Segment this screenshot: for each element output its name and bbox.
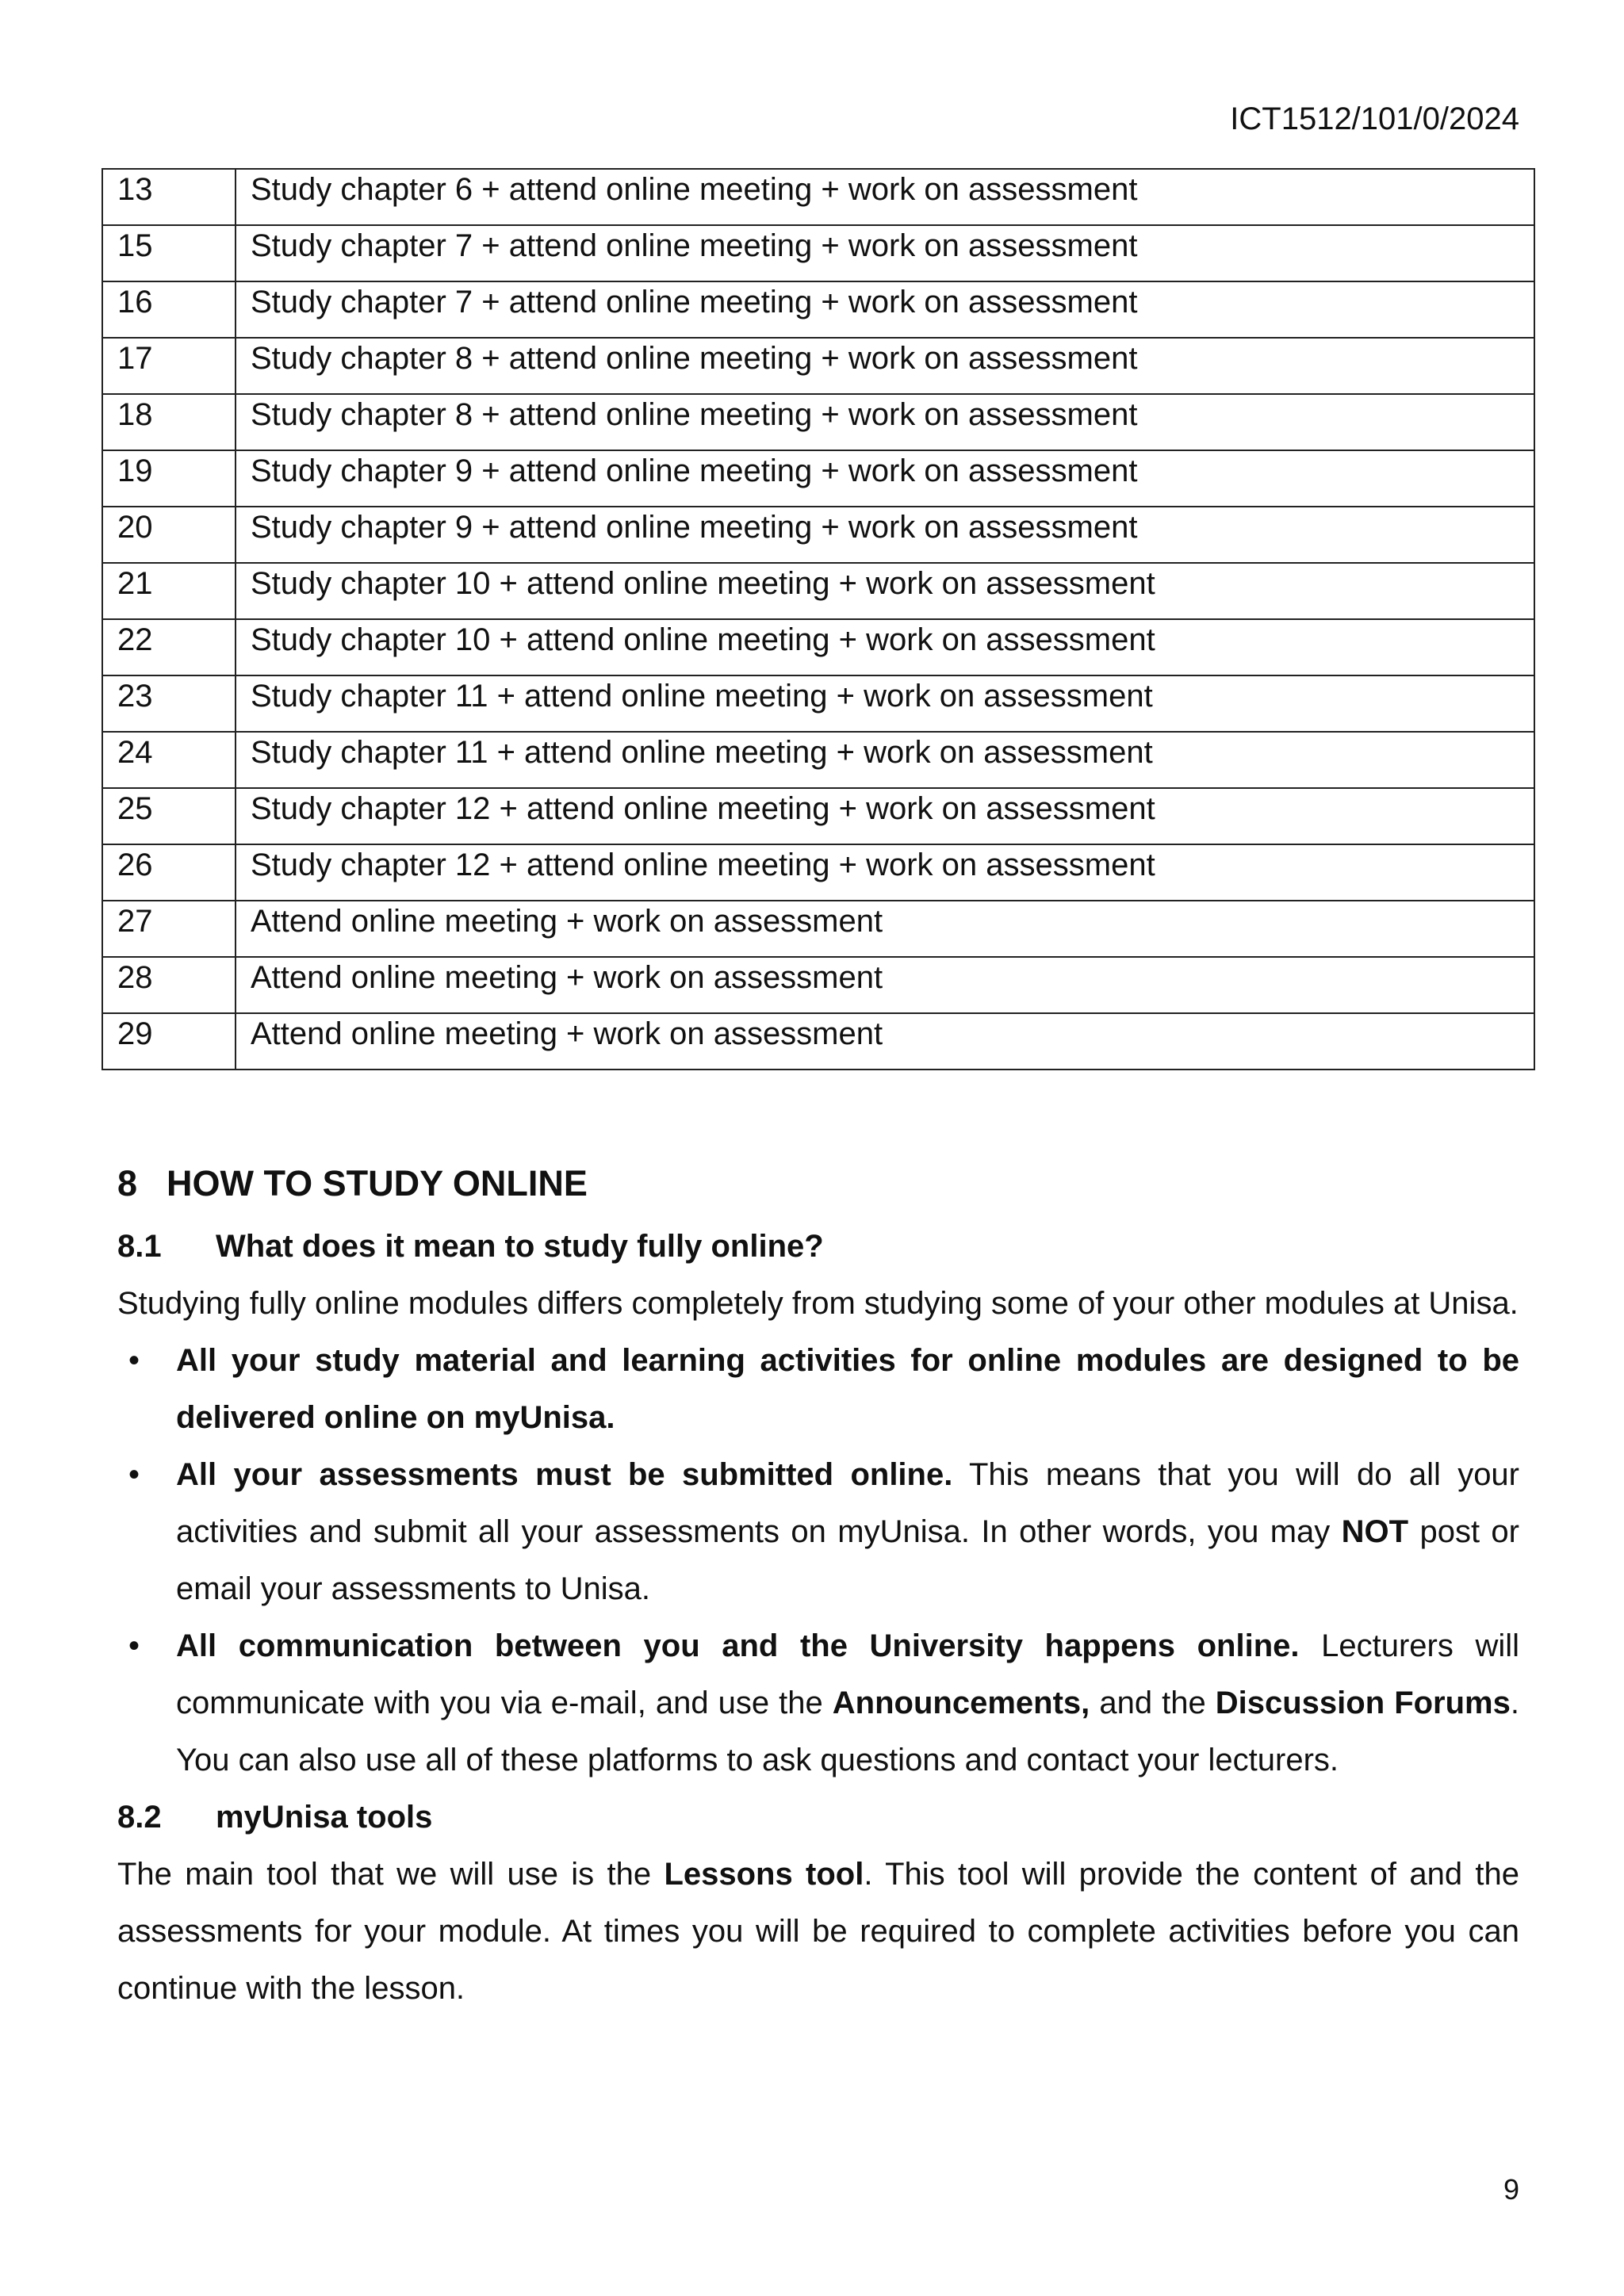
subsection-number: 8.2 — [117, 1800, 162, 1835]
week-cell: 25 — [102, 788, 236, 844]
paragraph-text: . This tool will provide the content of and the assessments for your module. At times you will be required to complete activities before you can continue with the lesson. — [117, 1857, 1519, 2006]
table-row — [102, 901, 1534, 957]
week-cell: 28 — [102, 957, 236, 1013]
subsection-number: 8.1 — [117, 1229, 162, 1264]
bullet-bold-text: All your study material and learning activities for online modules are designed to be delivered online on myUnisa. — [176, 1343, 1519, 1435]
week-cell: 26 — [102, 844, 236, 901]
section-heading — [117, 1150, 1519, 1218]
week-cell: 21 — [102, 563, 236, 619]
activity-cell: Study chapter 8 + attend online meeting + work on assessment — [236, 338, 1534, 394]
bullet-text: and the — [1090, 1686, 1216, 1720]
lessons-tool-emphasis: Lessons tool — [664, 1857, 864, 1892]
table-row — [102, 675, 1534, 732]
online-study-list — [117, 1332, 1519, 1789]
bullet-emphasis: NOT — [1341, 1514, 1409, 1549]
week-cell: 22 — [102, 619, 236, 675]
table-row — [102, 732, 1534, 788]
activity-cell: Attend online meeting + work on assessment — [236, 1013, 1534, 1070]
week-cell: 27 — [102, 901, 236, 957]
study-schedule-table — [102, 168, 1535, 1070]
table-row — [102, 169, 1534, 225]
bullet-icon: • — [128, 1457, 140, 1492]
table-row — [102, 338, 1534, 394]
activity-cell: Study chapter 10 + attend online meeting + work on assessment — [236, 563, 1534, 619]
week-cell: 24 — [102, 732, 236, 788]
activity-cell: Study chapter 7 + attend online meeting + work on assessment — [236, 281, 1534, 338]
activity-cell: Attend online meeting + work on assessment — [236, 957, 1534, 1013]
activity-cell: Study chapter 10 + attend online meeting + work on assessment — [236, 619, 1534, 675]
table-row — [102, 619, 1534, 675]
list-item — [117, 1446, 1519, 1617]
paragraph-text: The main tool that we will use is the — [117, 1857, 665, 1892]
week-cell: 20 — [102, 507, 236, 563]
activity-cell: Study chapter 6 + attend online meeting + work on assessment — [236, 169, 1534, 225]
table-row — [102, 788, 1534, 844]
week-cell: 23 — [102, 675, 236, 732]
activity-cell: Study chapter 8 + attend online meeting + work on assessment — [236, 394, 1534, 450]
bullet-text: Lecturers will communicate with you via e-mail, and use the — [176, 1628, 1519, 1720]
activity-cell: Study chapter 9 + attend online meeting + work on assessment — [236, 507, 1534, 563]
table-row — [102, 225, 1534, 281]
week-cell: 16 — [102, 281, 236, 338]
subsection-title: What does it mean to study fully online? — [216, 1229, 824, 1264]
subsection-heading-8-2 — [117, 1789, 1519, 1846]
bullet-text: post or email your assessments to Unisa. — [176, 1514, 1519, 1606]
list-item — [117, 1332, 1519, 1446]
week-cell: 13 — [102, 169, 236, 225]
bullet-text: This means that you will do all your activities and submit all your assessments on myUnisa. In other words, you may — [176, 1457, 1520, 1549]
table-row — [102, 957, 1534, 1013]
activity-cell: Study chapter 7 + attend online meeting + work on assessment — [236, 225, 1534, 281]
table-row — [102, 563, 1534, 619]
bullet-icon: • — [128, 1628, 140, 1663]
bullet-bold-text: All your assessments must be submitted online. — [176, 1457, 953, 1492]
activity-cell: Study chapter 11 + attend online meeting + work on assessment — [236, 675, 1534, 732]
table-row — [102, 1013, 1534, 1070]
bullet-emphasis: Announcements, — [832, 1686, 1090, 1720]
activity-cell: Attend online meeting + work on assessment — [236, 901, 1534, 957]
section-number: 8 — [117, 1163, 138, 1203]
activity-cell: Study chapter 12 + attend online meeting + work on assessment — [236, 844, 1534, 901]
week-cell: 17 — [102, 338, 236, 394]
table-row — [102, 844, 1534, 901]
activity-cell: Study chapter 11 + attend online meeting + work on assessment — [236, 732, 1534, 788]
bullet-icon: • — [128, 1343, 140, 1378]
list-item — [117, 1617, 1519, 1789]
section-8 — [117, 1150, 1519, 2017]
intro-paragraph: Studying fully online modules differs completely from studying some of your other modules at Unisa. — [117, 1286, 1519, 1321]
section-title: HOW TO STUDY ONLINE — [167, 1163, 588, 1203]
week-cell: 29 — [102, 1013, 236, 1070]
bullet-text: . You can also use all of these platforms to ask questions and contact your lecturers. — [176, 1686, 1519, 1777]
table-row — [102, 281, 1534, 338]
subsection-heading-8-1 — [117, 1218, 1519, 1275]
page-number: 9 — [1503, 2173, 1519, 2206]
week-cell: 18 — [102, 394, 236, 450]
tools-paragraph — [117, 1846, 1519, 2017]
bullet-bold-text: All communication between you and the University happens online. — [176, 1628, 1300, 1663]
document-code: ICT1512/101/0/2024 — [1230, 101, 1519, 136]
table-row — [102, 394, 1534, 450]
activity-cell: Study chapter 9 + attend online meeting + work on assessment — [236, 450, 1534, 507]
bullet-emphasis: Discussion Forums — [1215, 1686, 1511, 1720]
subsection-title: myUnisa tools — [216, 1800, 433, 1835]
week-cell: 15 — [102, 225, 236, 281]
table-row — [102, 450, 1534, 507]
activity-cell: Study chapter 12 + attend online meeting + work on assessment — [236, 788, 1534, 844]
table-row — [102, 507, 1534, 563]
week-cell: 19 — [102, 450, 236, 507]
